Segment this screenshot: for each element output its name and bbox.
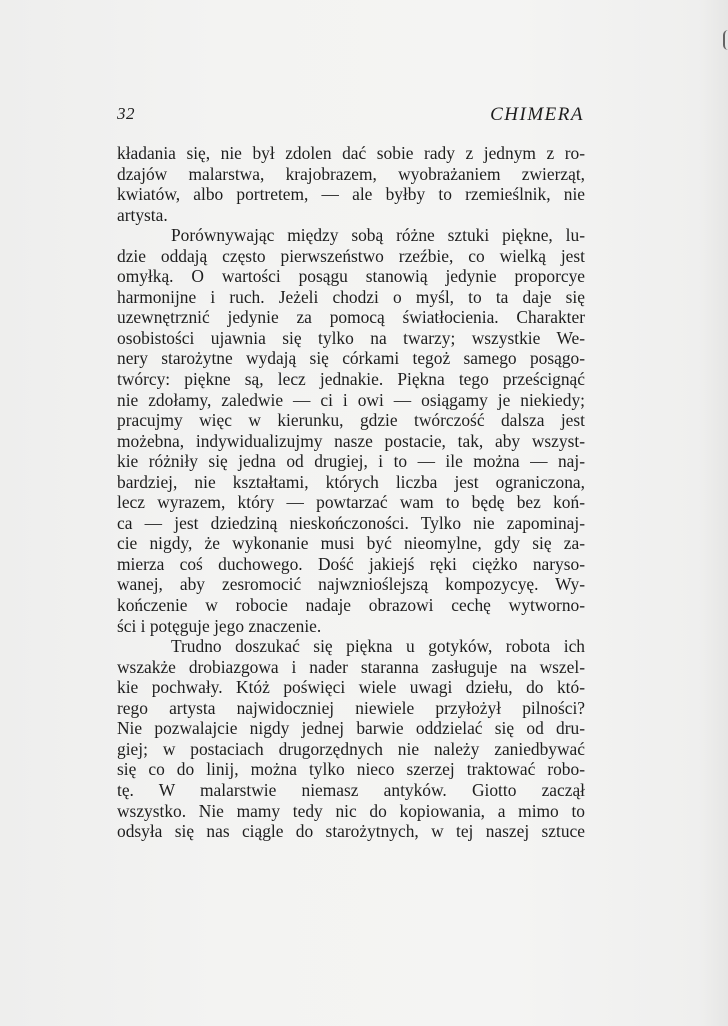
text-line: kwiatów, albo portretem, — ale byłby to rzemieślnik, nie (117, 184, 585, 205)
text-line: odsyła się nas ciągle do starożytnych, w tej naszej sztuce (117, 821, 585, 842)
text-line: cie nigdy, że wykonanie musi być nieomylne, gdy się za- (117, 533, 585, 554)
running-head (117, 104, 584, 128)
text-line: artysta. (117, 204, 168, 225)
text-line: nie zdołamy, zaledwie — ci i owi — osiągamy je niekiedy; (117, 389, 585, 410)
text-line: tę. W malarstwie niemasz antyków. Giotto zaczął (117, 779, 585, 800)
text-line: dzajów malarstwa, krajobrazem, wyobrażaniem zwierząt, (117, 163, 585, 184)
page-number: 32 (117, 104, 135, 123)
text-line: Nie pozwalajcie nigdy jednej barwie oddzielać się od dru- (117, 718, 585, 739)
text-line: giej; w postaciach drugorzędnych nie należy zaniedbywać (117, 738, 585, 759)
text-line: twórcy: piękne są, lecz jednakie. Piękna tego prześcignąć (117, 369, 585, 390)
text-line: osobistości ujawnia się tylko na twarzy; wszystkie We- (117, 327, 585, 348)
text-line: ści i potęguje jego znaczenie. (117, 615, 322, 636)
text-line: kończenie w robocie nadaje obrazowi cechę wytworno- (117, 595, 585, 616)
text-line: rego artysta najwidoczniej niewiele przyłożył pilności? (117, 697, 585, 718)
journal-title: CHIMERA (490, 104, 584, 125)
text-line: możebna, indywidualizujmy nasze postacie, tak, aby wszyst- (117, 430, 585, 451)
text-line: kie pochwały. Któż poświęci wiele uwagi dziełu, do któ- (117, 677, 585, 698)
text-line: mierza coś duchowego. Dość jakiejś ręki ciężko naryso- (117, 553, 585, 574)
text-line: Trudno doszukać się piękna u gotyków, robota ich (171, 636, 585, 657)
text-line: kładania się, nie był zdolen dać sobie rady z jednym z ro- (117, 143, 585, 163)
text-line: ca — jest dziedziną nieskończoności. Tylko nie zapominaj- (117, 512, 585, 533)
text-line: pracujmy więc w kierunku, gdzie twórczość dalsza jest (117, 410, 585, 431)
text-line: wanej, aby zesromocić najwznioślejszą kompozycyę. Wy- (117, 574, 585, 595)
text-line: dzie oddają często pierwszeństwo rzeźbie, co wielką jest (117, 245, 585, 266)
text-line: nery starożytne wydają się córkami tegoż samego posągo- (117, 348, 585, 369)
text-line: Porównywając między sobą różne sztuki piękne, lu- (171, 225, 585, 246)
text-line: lecz wyrazem, który — powtarzać wam to będę bez koń- (117, 492, 585, 513)
text-line: się co do linij, można tylko nieco szerzej traktować robo- (117, 759, 585, 780)
text-line: bardziej, nie kształtami, których liczba jest ograniczona, (117, 471, 585, 492)
body-text (117, 143, 585, 842)
text-line: omyłką. O wartości posągu stanowią jedynie proporcye (117, 266, 585, 287)
text-line: wszakże drobiazgowa i nader staranna zasługuje na wszel- (117, 656, 585, 677)
text-line: harmonijne i ruch. Jeżeli chodzi o myśl, to ta daje się (117, 286, 585, 307)
text-line: kie różniły się jedna od drugiej, i to — ile można — naj- (117, 451, 585, 472)
text-line: wszystko. Nie mamy tedy nic do kopiowania, a mimo to (117, 800, 585, 821)
adjacent-page-edge (723, 30, 728, 50)
text-line: uzewnętrznić jedynie za pomocą światłocienia. Charakter (117, 307, 585, 328)
